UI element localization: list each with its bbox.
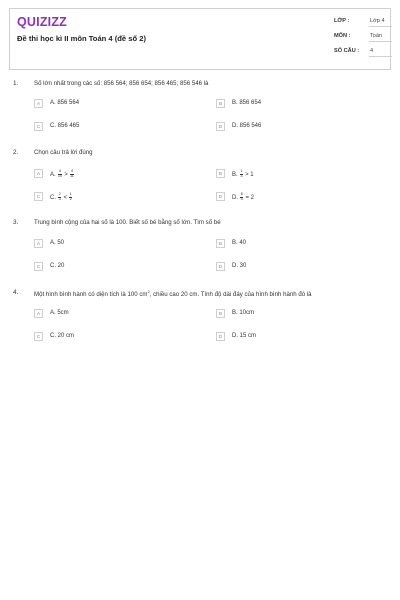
denominator: 11 [69, 173, 74, 178]
numerator: 1 [69, 192, 72, 196]
fraction [240, 193, 243, 202]
meta-class-label: LỚP : [334, 18, 350, 24]
meta-count-label: SỐ CÂU : [334, 48, 360, 54]
question-text: Số lớn nhất trong các số: 856 564; 856 654; 856 465; 856 546 là [34, 80, 209, 87]
option-text: B. 856 654 [232, 100, 262, 106]
option-prefix: A. [50, 171, 56, 178]
question-text-part: , chiều cao 20 cm. Tính độ dài đáy của hình bình hành đó là [149, 291, 312, 299]
fraction [70, 170, 74, 179]
numerator: 1 [240, 169, 243, 173]
question-number: 1. [13, 80, 19, 87]
option-text: C. 20 cm [50, 333, 75, 339]
comparison-operator: = 2 [245, 194, 254, 201]
option-text [50, 170, 74, 179]
denominator: 3 [240, 173, 243, 178]
option-text: C. 856 465 [50, 123, 80, 129]
option-text: D. 15 cm [232, 333, 257, 339]
option-text: A. 5cm [50, 310, 69, 316]
option-letter-box: B [216, 309, 225, 318]
superscript: 2 [147, 289, 150, 294]
option-letter-box: D [216, 332, 225, 341]
option-text: B. 10cm [232, 310, 255, 316]
question-number: 4. [13, 289, 19, 296]
option-letter-box: A [34, 169, 43, 178]
option-letter-box: C [34, 262, 43, 271]
option-prefix: C. [50, 194, 56, 201]
fraction [240, 170, 243, 179]
option-letter-box: A [34, 239, 43, 248]
question-text [34, 289, 312, 298]
numerator: 8 [240, 192, 243, 196]
meta-subject-value: Toán [369, 33, 392, 42]
option-prefix: D. [232, 194, 238, 201]
question-text: Chọn câu trả lời đúng [34, 149, 93, 156]
denominator: 4 [240, 196, 243, 201]
meta-count-value: 4 [369, 48, 392, 57]
question-text-part: Một hình bình hành có diện tích là 100 cm [34, 291, 148, 299]
option-letter-box: D [216, 192, 225, 201]
option-letter-box: C [34, 332, 43, 341]
question-text: Trung bình cộng của hai số là 100. Biết số bé bằng số lớn. Tìm số bé [34, 219, 221, 226]
option-text: A. 856 564 [50, 100, 80, 106]
option-letter-box: B [216, 169, 225, 178]
option-text: A. 50 [50, 240, 65, 246]
meta-subject-label: MÔN : [334, 33, 351, 39]
fraction [58, 170, 62, 179]
option-letter-box: B [216, 99, 225, 108]
option-letter-box: D [216, 262, 225, 271]
worksheet-title: Đề thi học kì II môn Toán 4 (đề số 2) [17, 34, 146, 43]
option-letter-box: B [216, 239, 225, 248]
fraction [58, 193, 61, 202]
option-text: D. 30 [232, 263, 247, 269]
fraction [69, 193, 72, 202]
denominator: 2 [69, 196, 72, 201]
numerator: 4 [70, 169, 73, 173]
option-letter-box: A [34, 309, 43, 318]
numerator: 4 [58, 169, 62, 173]
question-number: 2. [13, 149, 19, 156]
comparison-operator: < [63, 194, 67, 201]
option-text: C. 20 [50, 263, 65, 269]
option-prefix: B. [232, 171, 238, 178]
option-text [232, 193, 254, 202]
numerator: 2 [58, 192, 61, 196]
denominator: 3 [58, 196, 61, 201]
question-number: 3. [13, 219, 19, 226]
denominator: 10 [57, 173, 63, 178]
option-text: D. 856 546 [232, 123, 262, 129]
meta-class-value: Lớp 4 [369, 18, 392, 27]
option-text [232, 170, 254, 179]
option-letter-box: D [216, 122, 225, 131]
comparison-operator: > 1 [245, 171, 254, 178]
option-letter-box: C [34, 192, 43, 201]
option-letter-box: C [34, 122, 43, 131]
option-text: B. 40 [232, 240, 247, 246]
quizizz-logo: QUIZIZZ [17, 15, 68, 29]
option-text [50, 193, 73, 202]
comparison-operator: > [64, 171, 68, 178]
worksheet-header [9, 8, 391, 70]
option-letter-box: A [34, 99, 43, 108]
